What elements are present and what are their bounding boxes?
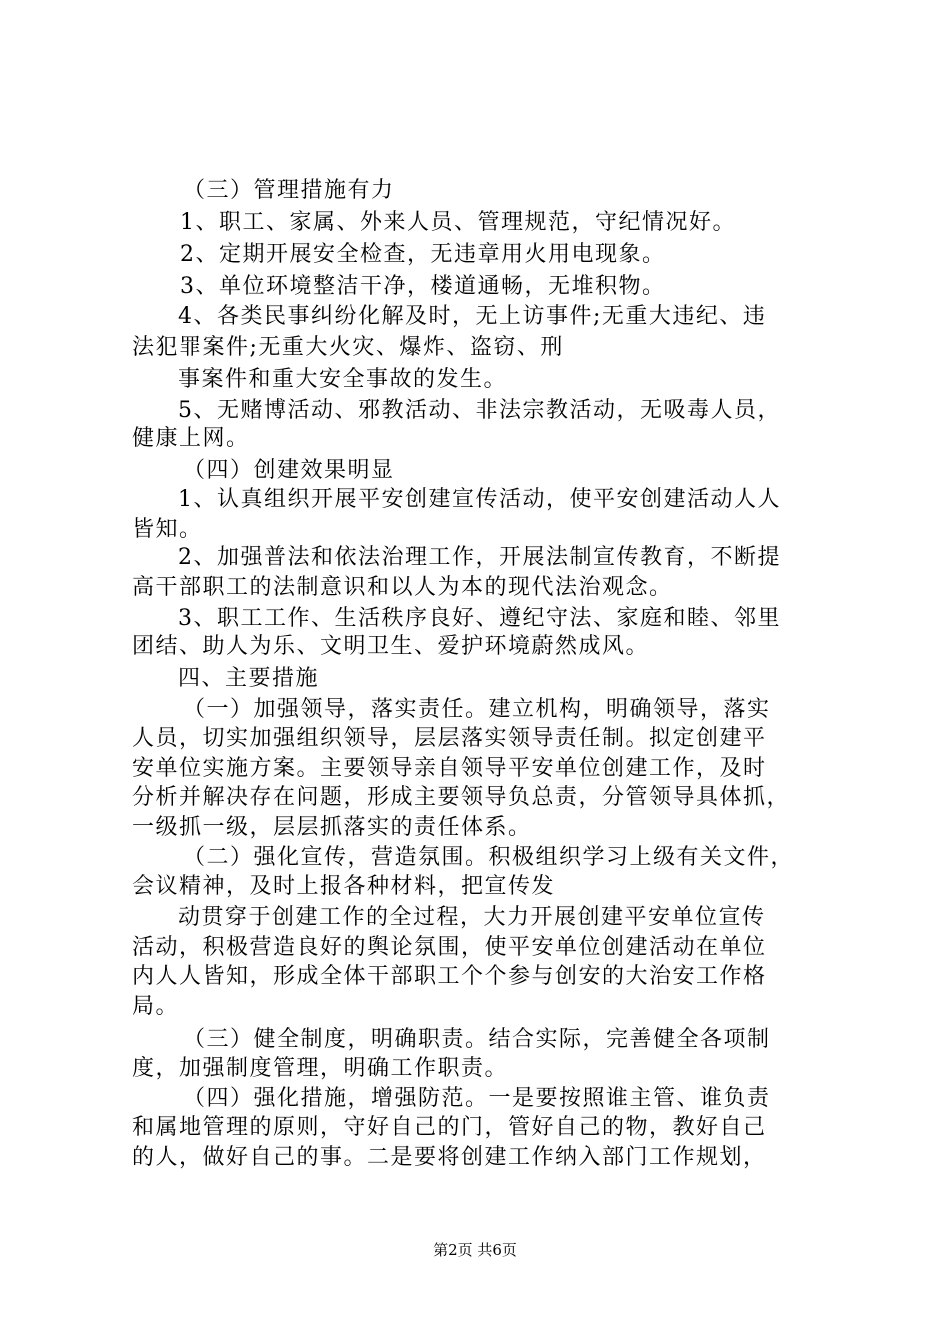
paragraph-line: 法犯罪案件;无重大火灾、爆炸、盗窃、刑 (132, 335, 564, 360)
paragraph-line: 团结、助人为乐、文明卫生、爱护环境蔚然成风。 (132, 634, 650, 659)
paragraph-line: 2、加强普法和依法治理工作，开展法制宣传教育，不断提 (178, 545, 781, 570)
paragraph-line: 一级抓一级，层层抓落实的责任体系。 (132, 815, 532, 840)
paragraph-line: 5、无赌博活动、邪教活动、非法宗教活动，无吸毒人员， (178, 398, 781, 423)
paragraph-line: 事案件和重大安全事故的发生。 (178, 367, 508, 392)
paragraph-line: 1、认真组织开展平安创建宣传活动，使平安创建活动人人 (178, 487, 781, 512)
paragraph-line: 人员，切实加强组织领导，层层落实领导责任制。拟定创建平 (132, 726, 767, 751)
paragraph-line: 1、职工、家属、外来人员、管理规范，守纪情况好。 (180, 210, 736, 235)
paragraph-line: 分析并解决存在问题，形成主要领导负总责，分管领导具体抓， (132, 785, 791, 810)
paragraph-line: （一）加强领导，落实责任。建立机构，明确领导，落实 (183, 697, 771, 722)
paragraph-line: 3、单位环境整洁干净，楼道通畅，无堆积物。 (180, 274, 666, 299)
paragraph-line: 活动，积极营造良好的舆论氛围，使平安单位创建活动在单位 (132, 935, 767, 960)
paragraph-line: 3、职工工作、生活秩序良好、遵纪守法、家庭和睦、邻里 (178, 606, 781, 631)
paragraph-line: 内人人皆知，形成全体干部职工个个参与创安的大治安工作格 (132, 964, 767, 989)
paragraph-line: 安单位实施方案。主要领导亲自领导平安单位创建工作，及时 (132, 756, 767, 781)
paragraph-line: 2、定期开展安全检查，无违章用火用电现象。 (180, 242, 666, 267)
paragraph-line: （二）强化宣传，营造氛围。积极组织学习上级有关文件， (183, 845, 795, 870)
paragraph-line: 会议精神，及时上报各种材料，把宣传发 (132, 874, 556, 899)
page-number-footer: 第2页 共6页 (433, 1241, 517, 1259)
paragraph-line: 4、各类民事纠纷化解及时，无上访事件;无重大违纪、违 (178, 304, 767, 329)
paragraph-line: （四）强化措施，增强防范。一是要按照谁主管、谁负责 (183, 1086, 771, 1111)
section-heading: （四）创建效果明显 (183, 458, 395, 483)
paragraph-line: 度，加强制度管理，明确工作职责。 (132, 1056, 509, 1081)
paragraph-line: 动贯穿于创建工作的全过程，大力开展创建平安单位宣传 (178, 905, 766, 930)
paragraph-line: 高干部职工的法制意识和以人为本的现代法治观念。 (132, 575, 673, 600)
paragraph-line: （三）健全制度，明确职责。结合实际，完善健全各项制 (183, 1027, 771, 1052)
section-heading: 四、主要措施 (178, 666, 320, 691)
paragraph-line: 局。 (132, 994, 180, 1019)
paragraph-line: 健康上网。 (132, 426, 250, 451)
paragraph-line: 和属地管理的原则，守好自己的门，管好自己的物，教好自己 (132, 1115, 767, 1140)
paragraph-line: 的人，做好自己的事。二是要将创建工作纳入部门工作规划， (132, 1145, 767, 1170)
section-heading: （三）管理措施有力 (183, 178, 395, 203)
paragraph-line: 皆知。 (132, 517, 203, 542)
